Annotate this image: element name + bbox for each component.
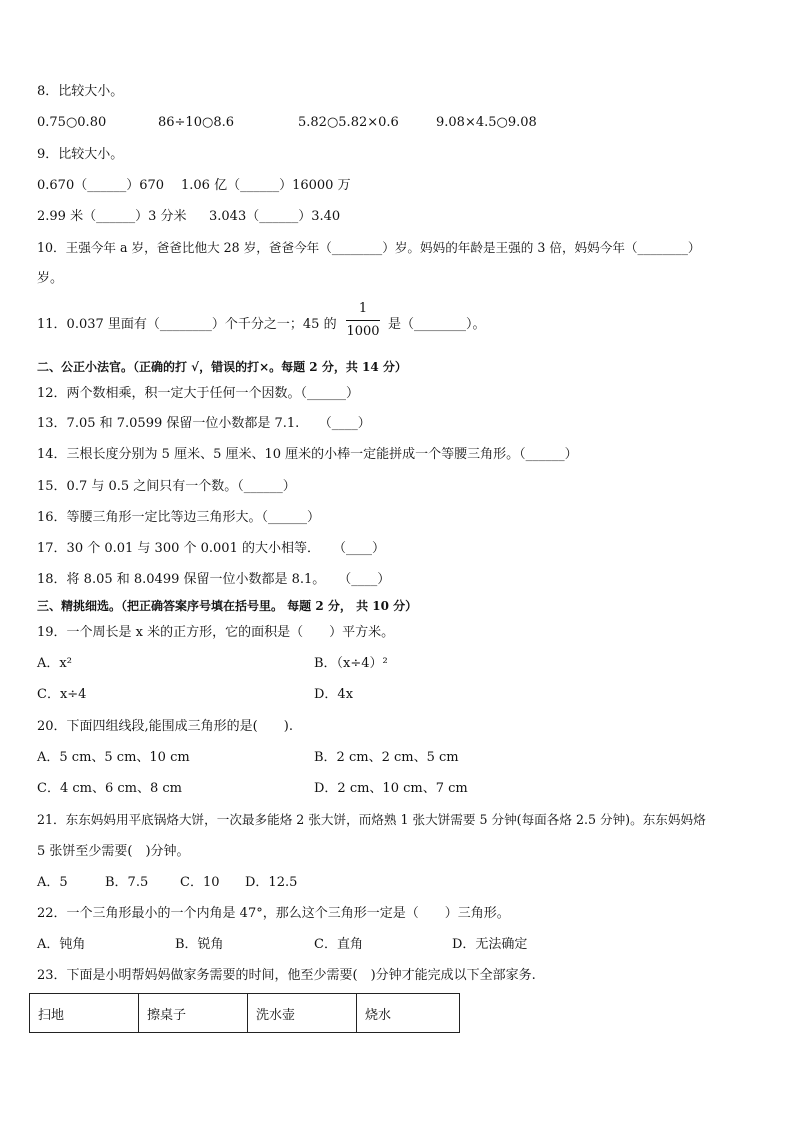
q9-item: 2.99 米（______）3 分米 bbox=[37, 209, 187, 224]
q9-stem: 9．比较大小。 bbox=[37, 147, 124, 162]
q20-option-a: A．5 cm、5 cm、10 cm bbox=[37, 750, 190, 765]
q22-option: C．直角 bbox=[314, 937, 363, 952]
q9-item: 0.670（______）670 bbox=[37, 178, 165, 193]
q20-stem: 20．下面四组线段,能围成三角形的是( ). bbox=[37, 719, 293, 734]
q21-option: A．5 bbox=[37, 875, 68, 890]
fraction-numerator: 1 bbox=[358, 301, 368, 316]
q11-text-after: 是（________）。 bbox=[388, 317, 486, 332]
q8-item: 86÷10○8.6 bbox=[158, 115, 234, 130]
table-cell: 扫地 bbox=[30, 994, 139, 1033]
section2-title: 二、公正小法官。（正确的打 √，错误的打×。每题 2 分，共 14 分） bbox=[37, 360, 407, 374]
q21-option: D．12.5 bbox=[245, 875, 298, 890]
q8-item: 0.75○0.80 bbox=[37, 115, 107, 130]
q20-option-b: B．2 cm、2 cm、5 cm bbox=[314, 750, 459, 765]
judge-item: 18．将 8.05 和 8.0499 保留一位小数都是 8.1。 （____） bbox=[37, 572, 391, 587]
q19-option-b: B．（x÷4）² bbox=[314, 656, 388, 671]
q8-stem: 8．比较大小。 bbox=[37, 84, 124, 99]
q9-item: 3.043（______）3.40 bbox=[209, 209, 341, 224]
judge-item: 13．7.05 和 7.0599 保留一位小数都是 7.1. （____） bbox=[37, 416, 371, 431]
q11-text-before: 11．0.037 里面有（________）个千分之一；45 的 bbox=[37, 317, 337, 332]
q8-item: 9.08×4.5○9.08 bbox=[436, 115, 537, 130]
judge-item: 15．0.7 与 0.5 之间只有一个数。（______） bbox=[37, 479, 296, 494]
fraction-bar bbox=[346, 320, 380, 321]
q21-option: C．10 bbox=[180, 875, 220, 890]
q20-option-d: D．2 cm、10 cm、7 cm bbox=[314, 781, 468, 796]
q22-option: A．钝角 bbox=[37, 937, 86, 952]
q8-item: 5.82○5.82×0.6 bbox=[298, 115, 399, 130]
q21-line: 21．东东妈妈用平底锅烙大饼，一次最多能烙 2 张大饼，而烙熟 1 张大饼需要 5 分钟(每面各烙 2.5 分钟)。东东妈妈烙 bbox=[37, 812, 706, 827]
q21-option: B．7.5 bbox=[105, 875, 149, 890]
q21-line: 5 张饼至少需要( )分钟。 bbox=[37, 844, 190, 859]
table-cell: 烧水 bbox=[357, 994, 460, 1033]
q19-option-d: D．4x bbox=[314, 687, 354, 702]
fraction-denominator: 1000 bbox=[346, 324, 380, 339]
judge-item: 12．两个数相乘，积一定大于任何一个因数。（______） bbox=[37, 386, 360, 401]
q22-option: D．无法确定 bbox=[452, 937, 528, 952]
table-cell: 擦桌子 bbox=[139, 994, 248, 1033]
q19-stem: 19．一个周长是 x 米的正方形，它的面积是（ ）平方米。 bbox=[37, 625, 395, 640]
q9-item: 1.06 亿（______）16000 万 bbox=[181, 178, 351, 193]
q10-line: 10．王强今年 a 岁，爸爸比他大 28 岁，爸爸今年（________）岁。妈妈的年龄是王强的 3 倍，妈妈今年（________） bbox=[37, 240, 701, 255]
chores-table bbox=[29, 993, 460, 1033]
q19-option-a: A．x² bbox=[37, 656, 72, 671]
judge-item: 14．三根长度分别为 5 厘米、5 厘米、10 厘米的小棒一定能拼成一个等腰三角形。（______） bbox=[37, 447, 578, 462]
q23-stem: 23．下面是小明帮妈妈做家务需要的时间，他至少需要( )分钟才能完成以下全部家务. bbox=[37, 968, 536, 983]
q22-option: B．锐角 bbox=[175, 937, 224, 952]
judge-item: 17．30 个 0.01 与 300 个 0.001 的大小相等． （____） bbox=[37, 541, 385, 556]
q19-option-c: C．x÷4 bbox=[37, 687, 87, 702]
q10-line: 岁。 bbox=[37, 271, 64, 286]
q22-stem: 22．一个三角形最小的一个内角是 47°，那么这个三角形一定是（ ）三角形。 bbox=[37, 906, 510, 921]
q20-option-c: C．4 cm、6 cm、8 cm bbox=[37, 781, 182, 796]
section3-title: 三、精挑细选。（把正确答案序号填在括号里。 每题 2 分， 共 10 分） bbox=[37, 599, 418, 613]
table-row bbox=[30, 994, 460, 1033]
table-cell: 洗水壶 bbox=[248, 994, 357, 1033]
judge-item: 16．等腰三角形一定比等边三角形大。（______） bbox=[37, 510, 321, 525]
q11-fraction bbox=[346, 301, 380, 340]
